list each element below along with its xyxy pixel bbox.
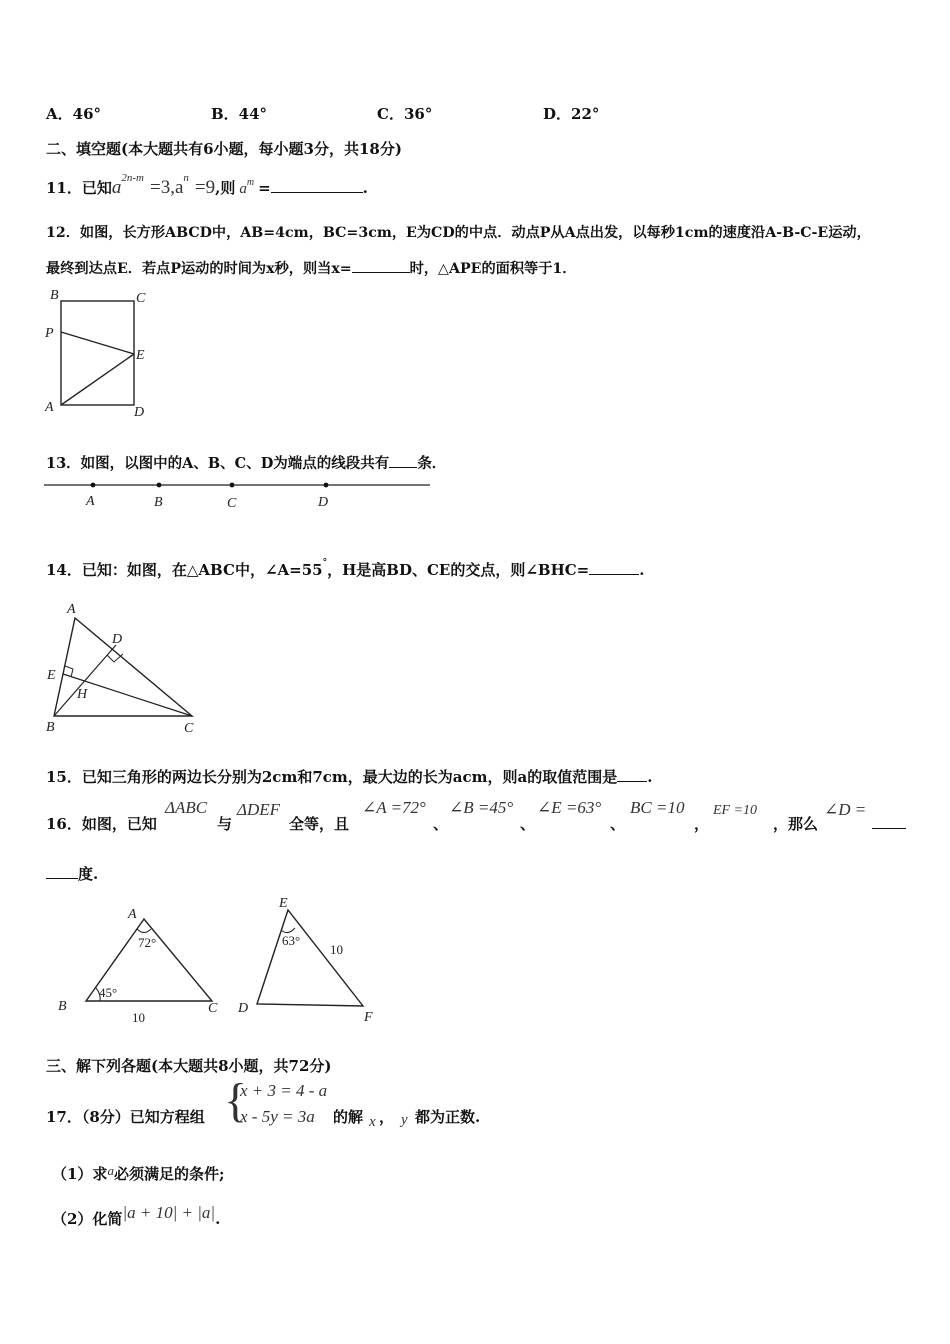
q11-mid: =3,a: [149, 177, 184, 198]
altitude-bd: [54, 645, 116, 716]
label-b: B: [58, 999, 67, 1014]
label-c: C: [227, 496, 237, 511]
q17-y: y: [401, 1112, 408, 1128]
q14-blank[interactable]: [589, 560, 639, 575]
q17-comma: ，: [379, 1108, 395, 1126]
label-a: A: [128, 907, 137, 922]
rect-abcd: [61, 301, 134, 405]
q11-exp3: m: [246, 177, 255, 188]
q17-eq2: x - 5y = 3a: [240, 1107, 315, 1126]
q15-blank[interactable]: [617, 767, 647, 782]
question-15: [46, 766, 652, 787]
label-e: E: [47, 668, 56, 683]
option-d: D．22°: [543, 105, 600, 123]
label-c: C: [136, 291, 146, 306]
q14-figure: [40, 600, 210, 740]
label-p: P: [45, 326, 54, 341]
q16-def: ΔDEF: [237, 800, 281, 819]
side-bc: 10: [132, 1010, 145, 1025]
q16-ef: EF =10: [713, 803, 758, 818]
q11-blank[interactable]: [271, 178, 363, 193]
q17-eq1: x + 3 = 4 - a: [240, 1081, 328, 1100]
q16-sep2: 、: [520, 815, 536, 833]
q12-line2-pre: 最终到达点E．若点P运动的时间为x秒，则当x=: [46, 261, 352, 277]
label-e: E: [136, 348, 145, 363]
q11-then: ,则: [215, 179, 236, 197]
q16-angle-a: ∠A =72°: [362, 798, 426, 817]
q11-a: a: [111, 177, 122, 198]
q17-part2: [52, 1203, 221, 1229]
arc-a: [137, 929, 151, 933]
q17-p1-pre: （1）求: [52, 1165, 108, 1183]
label-d: D: [238, 1001, 249, 1016]
option-c: C．36°: [377, 105, 433, 123]
q13-post: 条．: [417, 455, 447, 472]
q16-pre: 16．如图，已知: [46, 815, 157, 833]
q16-sep4: ，: [694, 815, 710, 833]
q16-then: ，那么: [773, 815, 819, 833]
point-b: [157, 483, 162, 488]
q11-end: =9: [194, 177, 216, 198]
q17-p2-expr: |a + 10| + |a|: [122, 1203, 216, 1222]
angle-45: 45°: [99, 985, 118, 1000]
q12-blank[interactable]: [352, 258, 410, 273]
angle-63: 63°: [282, 933, 301, 948]
q17-x: x: [369, 1114, 376, 1130]
q17-pre: 17．（8分）已知方程组: [46, 1108, 205, 1126]
q11-a2: a: [239, 181, 247, 197]
q16-figure-abc: [52, 900, 232, 1030]
q16-angle-d: ∠D =: [824, 800, 867, 819]
q16-line2: [46, 863, 98, 884]
point-d: [324, 483, 329, 488]
q11-exp1: 2n-m: [121, 172, 144, 184]
q15-end: .: [647, 768, 653, 786]
q16-abc: ΔABC: [165, 798, 208, 817]
q11-period: .: [362, 179, 368, 197]
q11-exp2: n: [183, 172, 189, 184]
q12-line2-post: 时，△APE的面积等于1．: [409, 261, 577, 277]
question-14: [46, 558, 645, 580]
q14-deg: °: [322, 558, 328, 568]
label-e: E: [279, 896, 288, 911]
q15-pre: 15．已知三角形的两边长分别为2cm和7cm，最大边的长为acm，则a的取值范围是: [46, 768, 618, 786]
q13-pre: 13．如图，以图中的A、B、C、D为端点的线段共有: [46, 455, 390, 472]
q12-line2: [46, 258, 576, 278]
question-13: [46, 452, 446, 473]
label-a: A: [86, 494, 95, 509]
label-f: F: [364, 1010, 373, 1025]
q11-prefix: 11．已知: [46, 179, 112, 197]
q16-sep3: 、: [610, 815, 626, 833]
q17-brace: {: [224, 1074, 248, 1127]
q16-sep1: 、: [433, 815, 449, 833]
label-a: A: [45, 400, 54, 415]
question-11: [46, 172, 368, 199]
q16-angle-e: ∠E =63°: [537, 798, 602, 817]
label-c: C: [184, 721, 194, 736]
label-h: H: [77, 687, 88, 702]
q16-yu: 与: [217, 815, 233, 833]
side-ef: 10: [330, 942, 343, 957]
q17-mid: 的解: [333, 1108, 364, 1126]
q12-line1: 12．如图，长方形ABCD中，AB=4cm，BC=3cm，E为CD的中点．动点P从A点出发，以每秒1cm的速度沿A-B-C-E运动，: [46, 225, 871, 241]
q16-congruent: 全等，且: [289, 815, 350, 833]
option-a: A．46°: [46, 105, 102, 123]
q17-p1-post: 必须满足的条件;: [113, 1165, 225, 1183]
segment-pe: [61, 332, 134, 354]
q17-p1-a: a: [107, 1163, 114, 1178]
q14-pre: 14．已知：如图，在△ABC中，∠A=55: [46, 561, 323, 579]
label-d: D: [112, 632, 123, 647]
q12-figure: [40, 288, 150, 418]
q16-figure-def: [232, 892, 382, 1025]
q11-eq: =: [258, 179, 271, 197]
point-c: [230, 483, 235, 488]
q13-blank[interactable]: [389, 453, 417, 468]
option-b: B．44°: [211, 105, 268, 123]
q16-blank-part2[interactable]: [46, 864, 78, 879]
angle-72: 72°: [138, 935, 157, 950]
q17-p2-pre: （2）化简: [52, 1210, 123, 1228]
section2-title: 二、填空题(本大题共有6小题，每小题3分，共18分): [46, 140, 402, 158]
triangle-abc: [54, 618, 192, 716]
q17-p2-end: .: [215, 1210, 221, 1228]
label-b: B: [50, 288, 59, 303]
q16-angle-b: ∠B =45°: [449, 798, 514, 817]
q13-figure: [44, 478, 444, 511]
triangle-def: [257, 910, 363, 1006]
q14-post: ，H是高BD、CE的交点，则∠BHC=: [327, 561, 590, 579]
label-d: D: [318, 495, 329, 510]
q16-bc: BC =10: [630, 798, 685, 817]
segment-ae: [61, 354, 134, 405]
label-a: A: [67, 602, 76, 617]
label-b: B: [154, 495, 163, 510]
label-c: C: [208, 1001, 218, 1016]
label-d: D: [134, 405, 145, 420]
q17-part1: [52, 1163, 224, 1184]
section3-title: 三、解下列各题(本大题共8小题，共72分): [46, 1057, 332, 1075]
q17-post: 都为正数.: [415, 1108, 481, 1126]
q14-end: .: [639, 561, 645, 579]
q16-blank-part1[interactable]: [872, 814, 906, 829]
arc-e: [281, 928, 295, 933]
point-a: [91, 483, 96, 488]
q16-line2-text: 度.: [78, 865, 99, 883]
right-angle-d: [107, 654, 123, 662]
label-b: B: [46, 720, 55, 735]
